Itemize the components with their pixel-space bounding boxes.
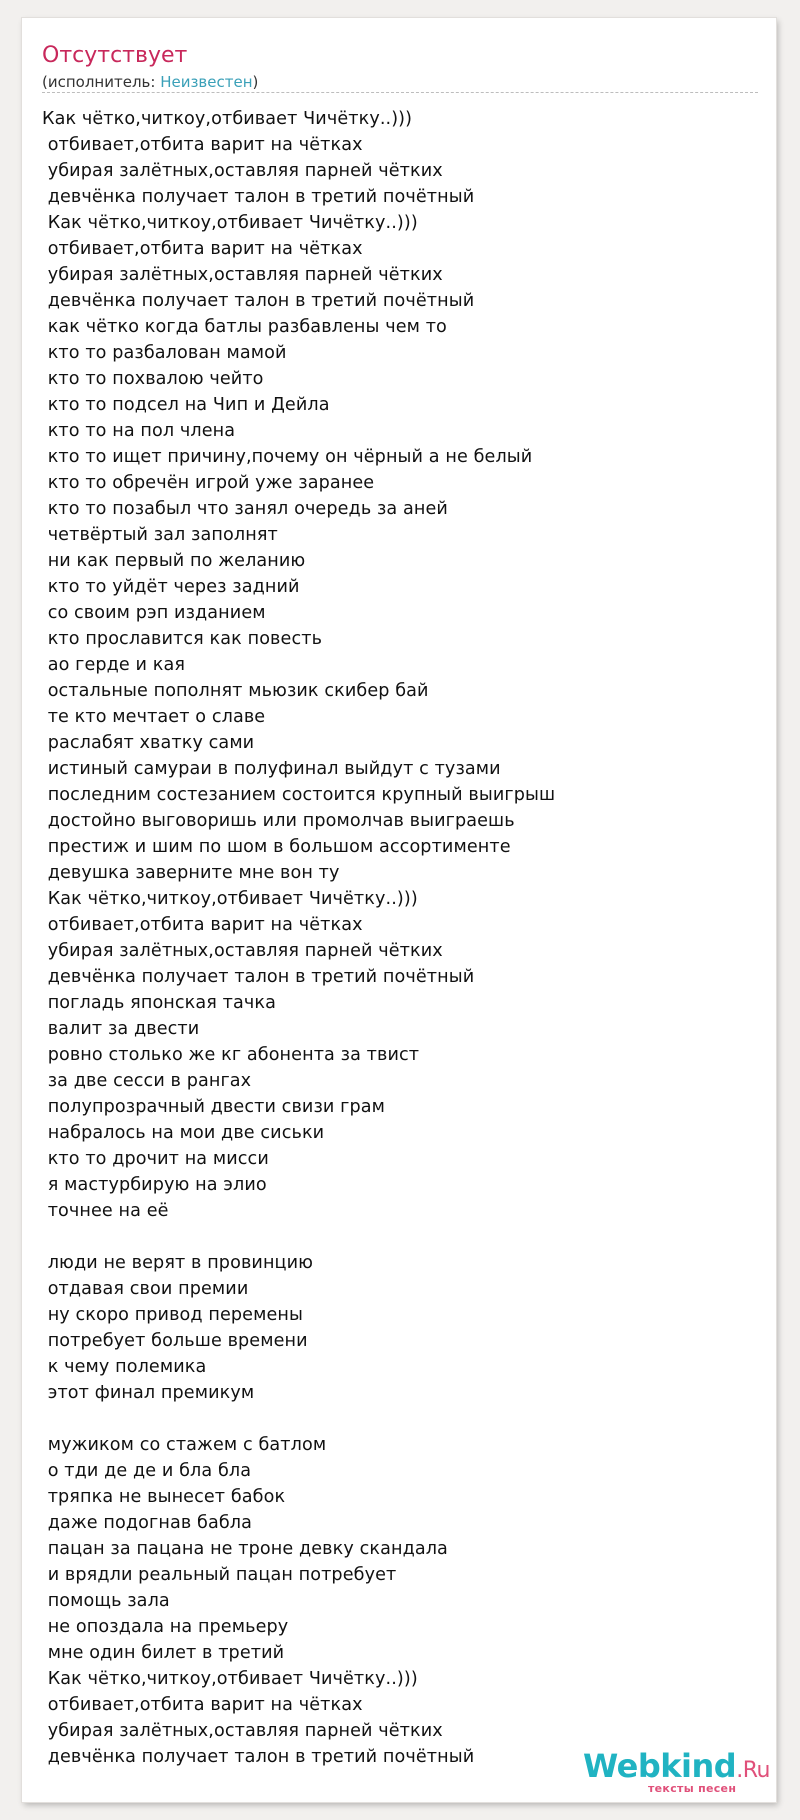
lyric-line: точнее на её <box>42 1201 169 1221</box>
lyric-line: кто то похвалою чейто <box>42 369 264 389</box>
lyric-line: убирая залётных,оставляя парней чётких <box>42 161 443 181</box>
lyric-line: кто то позабыл что занял очередь за аней <box>42 499 448 519</box>
lyric-line: и врядли реальный пацан потребует <box>42 1565 397 1585</box>
lyric-line: пацан за пацана не троне девку скандала <box>42 1539 448 1559</box>
lyric-line: кто то ищет причину,почему он чёрный а не белый <box>42 447 533 467</box>
lyric-line: отдавая свои премии <box>42 1279 249 1299</box>
lyric-line: валит за двести <box>42 1019 200 1039</box>
lyric-line: Как чётко,читкоу,отбивает Чичётку..))) <box>42 109 413 129</box>
lyric-line: мне один билет в третий <box>42 1643 285 1663</box>
lyric-line: кто то подсел на Чип и Дейла <box>42 395 330 415</box>
lyric-line: кто то обречён игрой уже заранее <box>42 473 375 493</box>
lyric-line: Как чётко,читкоу,отбивает Чичётку..))) <box>42 889 418 909</box>
artist-link[interactable]: Неизвестен <box>160 73 253 91</box>
song-title: Отсутствует <box>42 43 188 68</box>
lyric-line: мужиком со стажем с батлом <box>42 1435 327 1455</box>
lyric-line: девчёнка получает талон в третий почётный <box>42 291 475 311</box>
lyrics-text <box>42 106 555 1770</box>
lyric-line: полупрозрачный двести свизи грам <box>42 1097 386 1117</box>
lyric-line: этот финал премикум <box>42 1383 255 1403</box>
lyric-line: Как чётко,читкоу,отбивает Чичётку..))) <box>42 1669 418 1689</box>
lyric-line: ао герде и кая <box>42 655 186 675</box>
lyric-line: девчёнка получает талон в третий почётный <box>42 187 475 207</box>
lyric-line: те кто мечтает о славе <box>42 707 266 727</box>
lyric-line: престиж и шим по шом в большом ассортименте <box>42 837 511 857</box>
lyric-line: кто прославится как повесть <box>42 629 323 649</box>
lyric-line: потребует больше времени <box>42 1331 308 1351</box>
lyric-line: Как чётко,читкоу,отбивает Чичётку..))) <box>42 213 418 233</box>
lyric-line: убирая залётных,оставляя парней чётких <box>42 1721 443 1741</box>
logo-subtitle: тексты песен <box>648 1782 737 1795</box>
lyric-line: девчёнка получает талон в третий почётный <box>42 1747 475 1767</box>
lyric-line: помощь зала <box>42 1591 170 1611</box>
lyric-line: за две сесси в рангах <box>42 1071 252 1091</box>
lyric-line: четвёртый зал заполнят <box>42 525 278 545</box>
lyric-line: о тди де де и бла бла <box>42 1461 252 1481</box>
lyric-line <box>42 1224 555 1250</box>
lyric-line: даже подогнав бабла <box>42 1513 252 1533</box>
lyric-line: набралось на мои две сиськи <box>42 1123 325 1143</box>
lyric-line: отбивает,отбита варит на чётках <box>42 239 363 259</box>
lyric-line: девчёнка получает талон в третий почётный <box>42 967 475 987</box>
lyric-line: кто то уйдёт через задний <box>42 577 300 597</box>
lyric-line: достойно выговоришь или промолчав выиграешь <box>42 811 515 831</box>
logo-tld-text: .Ru <box>736 1758 770 1783</box>
lyric-line: не опоздала на премьеру <box>42 1617 289 1637</box>
artist-line <box>42 73 258 91</box>
lyric-line: девушка заверните мне вон ту <box>42 863 340 883</box>
lyric-line: отбивает,отбита варит на чётках <box>42 915 363 935</box>
lyric-line: со своим рэп изданием <box>42 603 266 623</box>
lyric-line <box>42 1406 555 1432</box>
lyric-line: убирая залётных,оставляя парней чётких <box>42 265 443 285</box>
lyric-line: как чётко когда батлы разбавлены чем то <box>42 317 447 337</box>
lyric-line: последним состезанием состоится крупный выигрыш <box>42 785 556 805</box>
lyric-line: кто то на пол члена <box>42 421 236 441</box>
lyric-line: истиный самураи в полуфинал выйдут с тузами <box>42 759 501 779</box>
lyric-line: убирая залётных,оставляя парней чётких <box>42 941 443 961</box>
lyric-line: люди не верят в провинцию <box>42 1253 314 1273</box>
artist-suffix: ) <box>252 73 259 91</box>
lyric-line: к чему полемика <box>42 1357 207 1377</box>
lyric-line: отбивает,отбита варит на чётках <box>42 135 363 155</box>
lyric-line: ровно столько же кг абонента за твист <box>42 1045 420 1065</box>
lyric-line: кто то дрочит на мисси <box>42 1149 269 1169</box>
lyric-line: ну скоро привод перемены <box>42 1305 303 1325</box>
lyric-line: тряпка не вынесет бабок <box>42 1487 286 1507</box>
lyric-line: я мастурбирую на элио <box>42 1175 267 1195</box>
lyric-line: кто то разбалован мамой <box>42 343 287 363</box>
lyric-line: отбивает,отбита варит на чётках <box>42 1695 363 1715</box>
logo-main-text: Webkind <box>583 1747 737 1785</box>
lyric-line: раслабят хватку сами <box>42 733 255 753</box>
lyric-line: остальные пополнят мьюзик скибер бай <box>42 681 429 701</box>
artist-prefix: (исполнитель: <box>42 73 161 91</box>
lyric-line: ни как первый по желанию <box>42 551 306 571</box>
lyric-line: погладь японская тачка <box>42 993 276 1013</box>
title-divider <box>42 92 758 93</box>
